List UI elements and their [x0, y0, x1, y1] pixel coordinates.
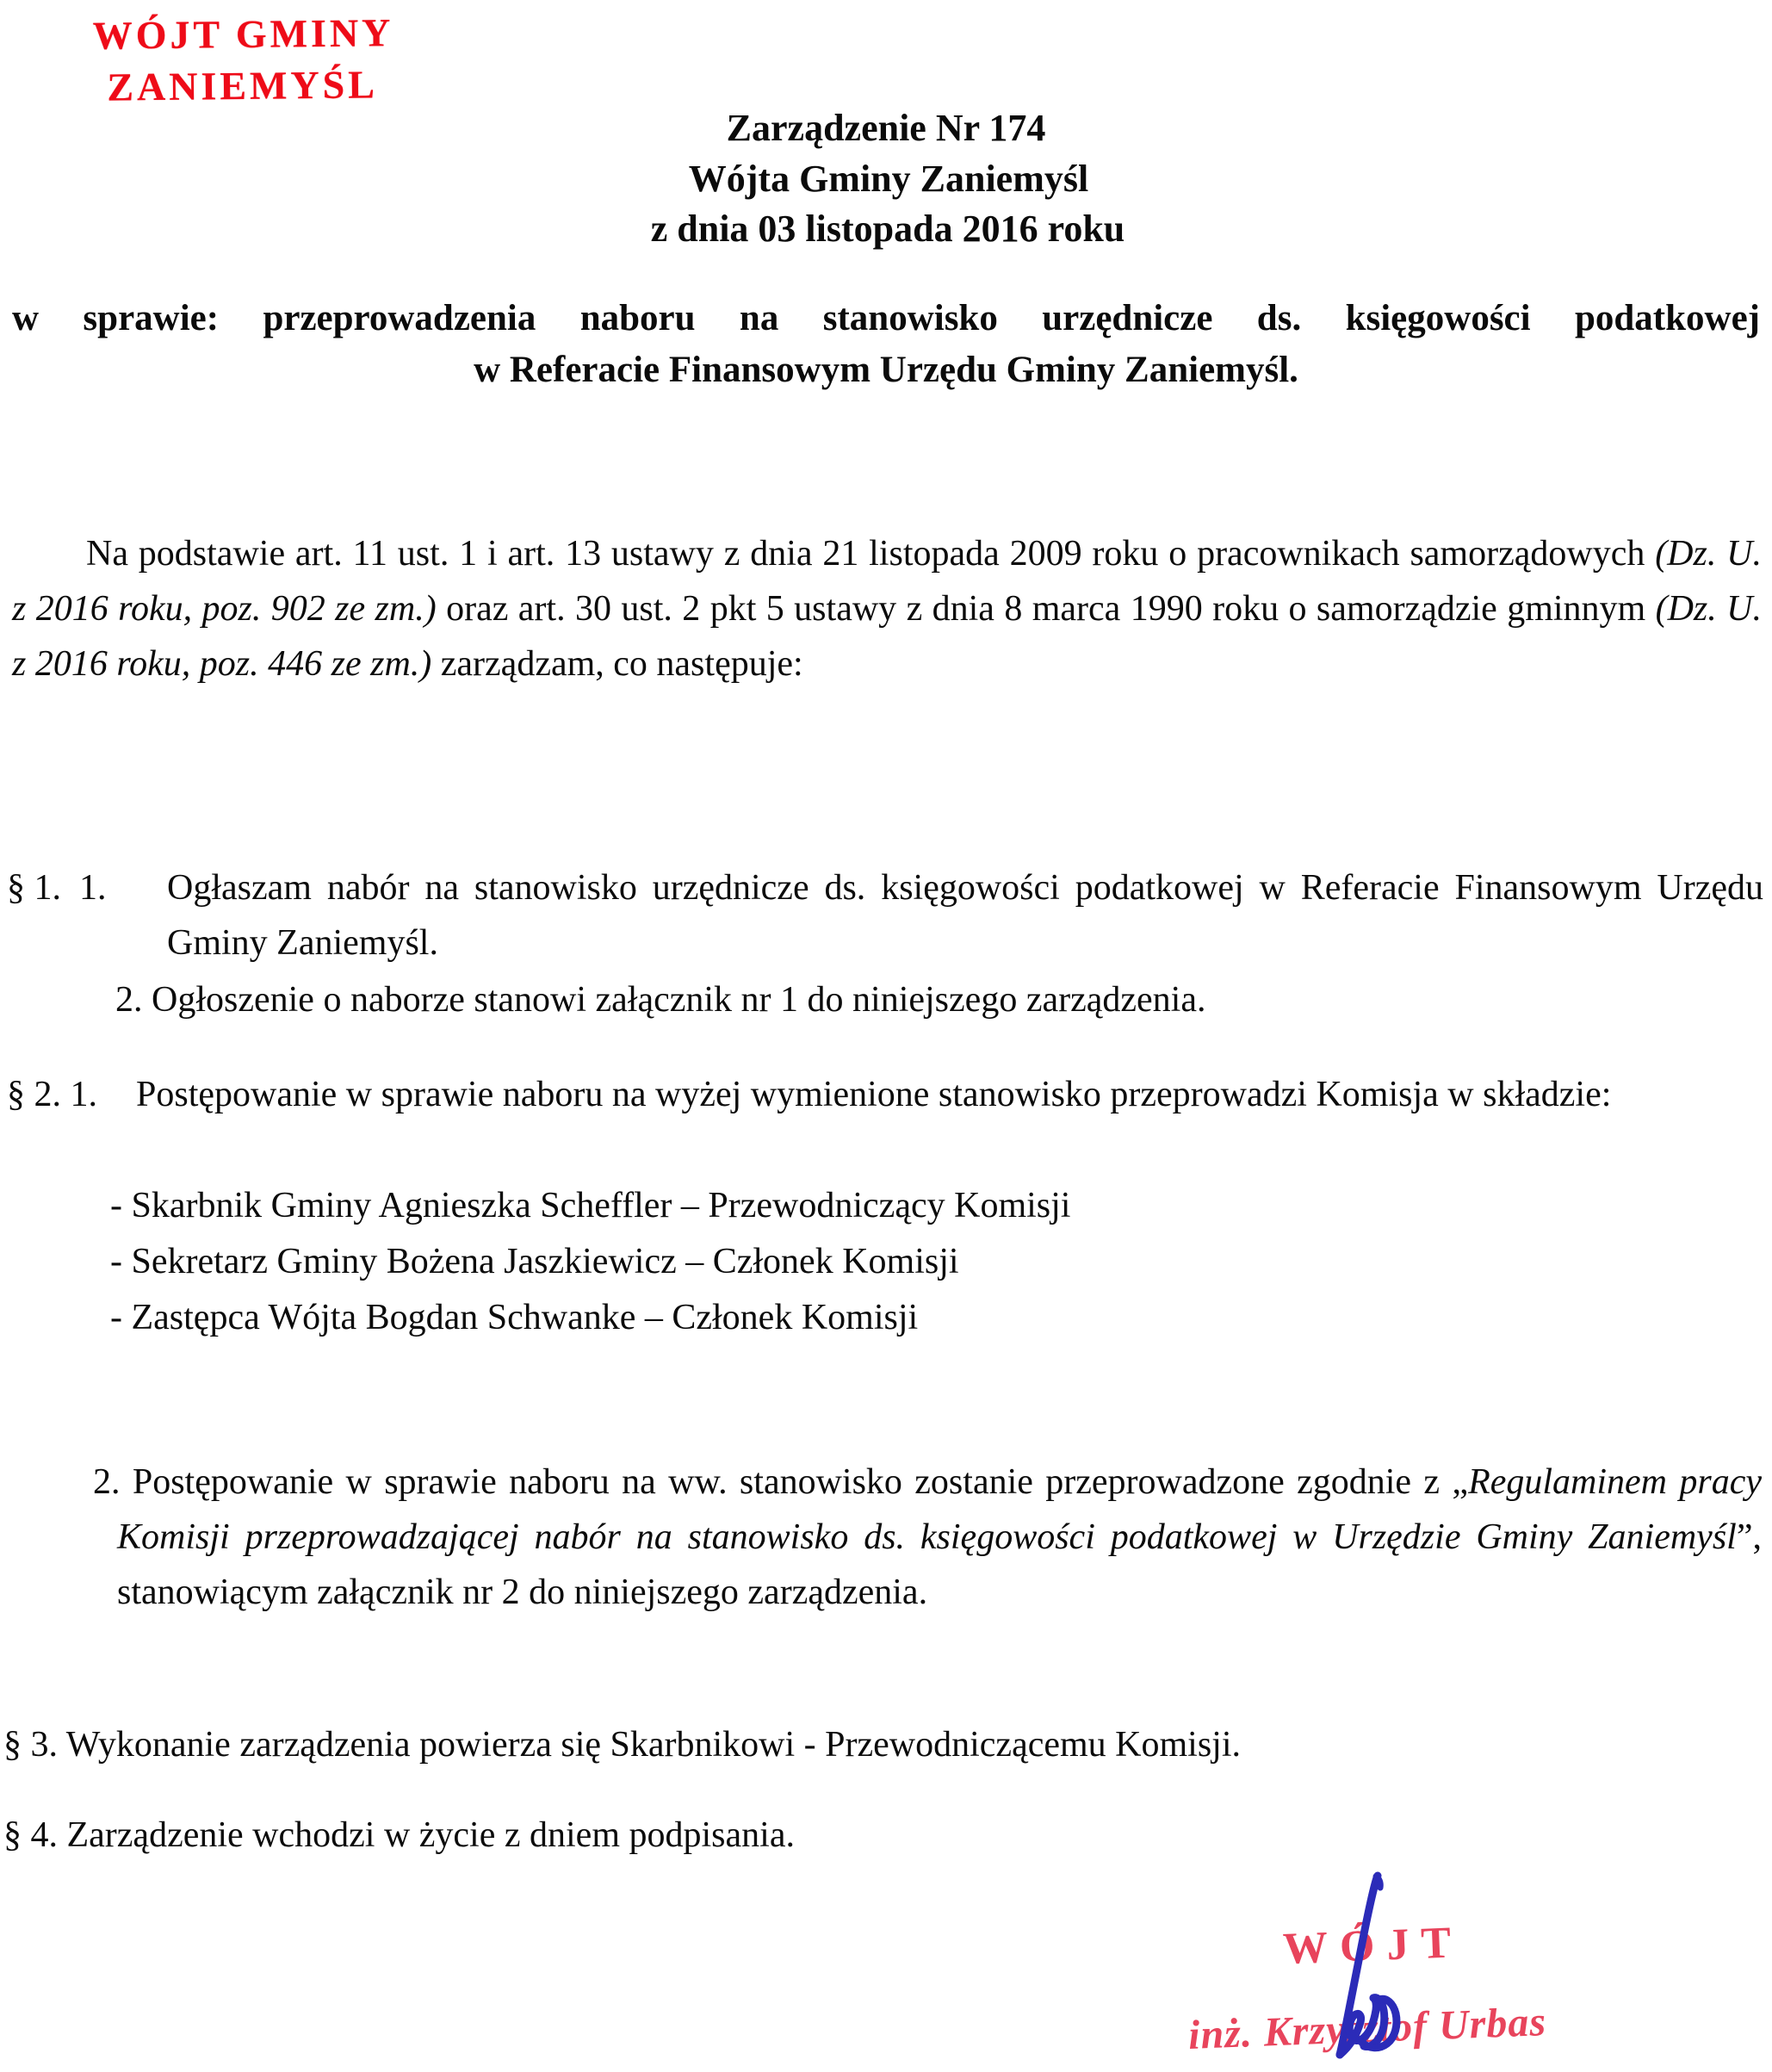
office-stamp — [92, 7, 394, 113]
title-line-2: Wójta Gminy Zaniemyśl — [688, 157, 1089, 200]
section-1 — [7, 861, 1763, 1027]
list-item: - Skarbnik Gminy Agnieszka Scheffler – Przewodniczący Komisji — [110, 1186, 1071, 1225]
legal-basis-part2: oraz art. 30 ust. 2 pkt 5 ustawy z dnia 8 marca 1990 roku o samorządzie gminnym — [436, 588, 1656, 629]
section-1-clause-2: 2. Ogłoszenie o naborze stanowi załącznik nr 1 do niniejszego zarządzenia. — [115, 979, 1206, 1020]
signature-stamp-title: WÓJT — [1281, 1918, 1465, 1974]
section-1-text: Ogłaszam nabór na stanowisko urzędnicze ds. księgowości podatkowej w Referacie Finansowym Urzędu Gminy Zaniemyśl. — [167, 868, 1763, 963]
document-subject — [12, 293, 1760, 396]
section-1-clause-1 — [7, 861, 1763, 971]
title-line-3: z dnia 03 listopada 2016 roku — [650, 208, 1125, 251]
legal-basis-citation-1: (Dz. U. z 2016 roku, poz. 902 ze zm.) — [12, 534, 1763, 629]
legal-basis-citation-2: (Dz. U. z 2016 roku, poz. 446 ze zm.) — [12, 588, 1763, 684]
office-stamp-line2: ZANIEMYŚL — [107, 62, 379, 109]
section-3: § 3. Wykonanie zarządzenia powierza się Skarbnikowi - Przewodniczącemu Komisji. — [3, 1725, 1242, 1765]
signature-block — [1145, 1877, 1748, 2072]
section-2-clause-2-part1: 2. Postępowanie w sprawie naboru na ww. stanowisko zostanie przeprowadzone zgodnie z „ — [93, 1462, 1469, 1502]
title-line-1: Zarządzenie Nr 174 — [726, 107, 1046, 149]
section-2-clause-2-quote: Regulaminem pracy Komisji przeprowadzającej nabór na stanowisko ds. księgowości podatkowej w Urzędzie Gminy Zaniemyśl — [117, 1462, 1762, 1557]
subject-line-1: w sprawie: przeprowadzenia naboru na stanowisko urzędnicze ds. księgowości podatkowej — [12, 298, 1760, 338]
document-title — [0, 103, 1772, 255]
subject-line-2: w Referacie Finansowym Urzędu Gminy Zaniemyśl. — [474, 350, 1298, 391]
legal-basis-part1: Na podstawie art. 11 ust. 1 i art. 13 ustawy z dnia 21 listopada 2009 roku o pracownikach samorządowych — [86, 534, 1656, 574]
section-4: § 4. Zarządzenie wchodzi w życie z dniem podpisania. — [3, 1815, 795, 1855]
commission-members-list — [110, 1178, 1574, 1346]
list-item: - Zastępca Wójta Bogdan Schwanke – Członek Komisji — [110, 1298, 919, 1338]
legal-basis-paragraph — [12, 527, 1762, 692]
list-item: - Sekretarz Gminy Bożena Jaszkiewicz – Członek Komisji — [110, 1242, 959, 1282]
section-2-marker: § 2. 1. — [7, 1075, 97, 1114]
section-2-text: Postępowanie w sprawie naboru na wyżej wymienione stanowisko przeprowadzi Komisja w składzie: — [136, 1075, 1612, 1114]
section-1-marker: § 1. 1. — [7, 868, 107, 908]
signature-stamp-name: inż. Krzysztof Urbas — [1187, 1999, 1547, 2058]
section-2-clause-2 — [93, 1455, 1762, 1620]
section-2-clause-2-part2: ”, stanowiącym załącznik nr 2 do niniejszego zarządzenia. — [117, 1517, 1762, 1612]
section-2 — [7, 1068, 1763, 1123]
section-2-clause-2-body — [93, 1455, 1762, 1620]
office-stamp-line1: WÓJT GMINY — [92, 10, 394, 58]
section-2-clause-1 — [7, 1068, 1763, 1123]
legal-basis-part3: zarządzam, co następuje: — [431, 643, 803, 684]
